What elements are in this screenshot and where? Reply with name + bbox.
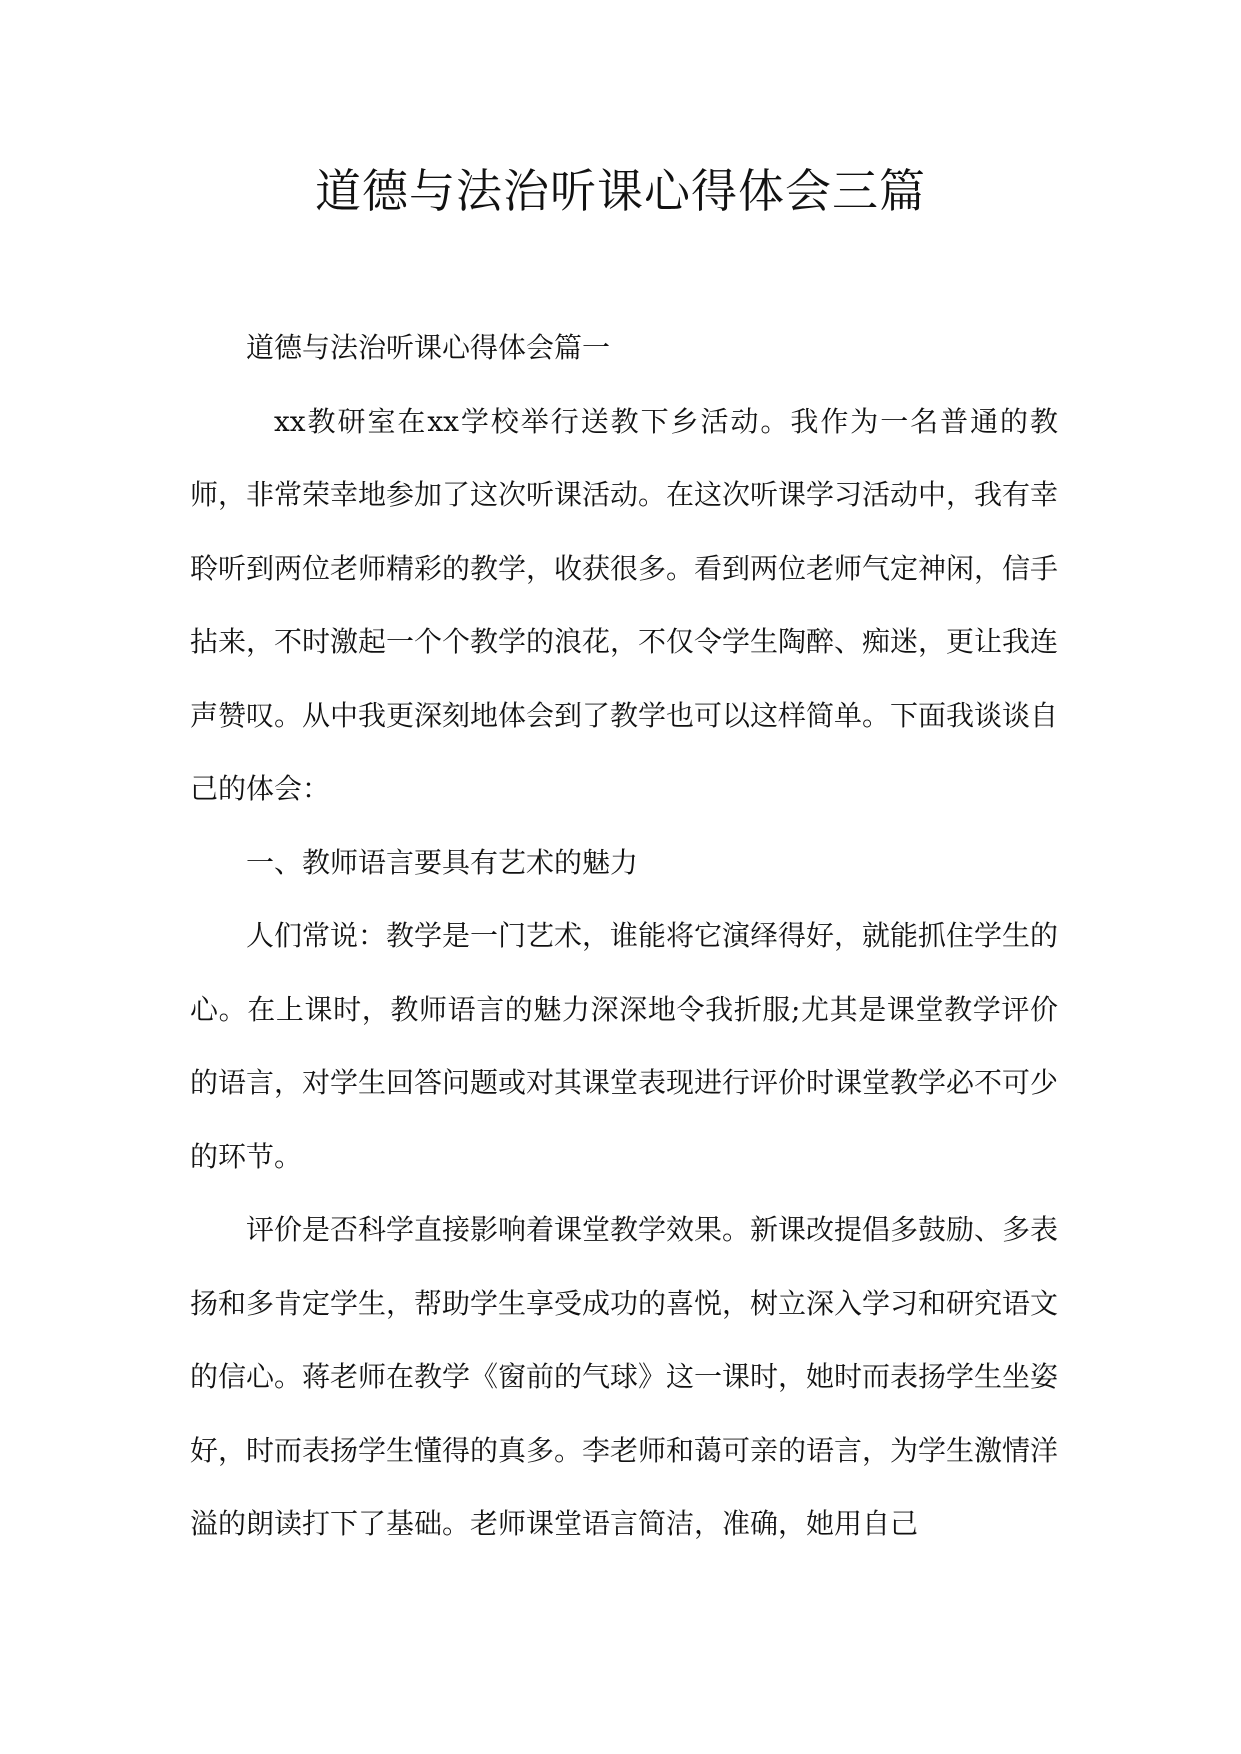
document-body: [190, 311, 1058, 1561]
paragraph: xx教研室在xx学校举行送教下乡活动。我作为一名普通的教师，非常荣幸地参加了这次听课活动。在这次听课学习活动中，我有幸聆听到两位老师精彩的教学，收获很多。看到两位老师气定神闲，信手拈来，不时激起一个个教学的浪花，不仅令学生陶醉、痴迷，更让我连声赞叹。从中我更深刻地体会到了教学也可以这样简单。下面我谈谈自己的体会：: [190, 404, 1059, 805]
subsection-heading: 一、教师语言要具有艺术的魅力: [246, 845, 639, 879]
paragraph: 人们常说：教学是一门艺术，谁能将它演绎得好，就能抓住学生的心。在上课时，教师语言的魅力深深地令我折服;尤其是课堂教学评价的语言，对学生回答问题或对其课堂表现进行评价时课堂教学必不可少的环节。: [190, 919, 1059, 1173]
paragraph: 评价是否科学直接影响着课堂教学效果。新课改提倡多鼓励、多表扬和多肯定学生，帮助学生享受成功的喜悦，树立深入学习和研究语文的信心。蒋老师在教学《窗前的气球》这一课时，她时而表扬学生坐姿好，时而表扬学生懂得的真多。李老师和蔼可亲的语言，为学生激情洋溢的朗读打下了基础。老师课堂语言简洁，准确，她用自己: [190, 1213, 1059, 1540]
document-title: 道德与法治听课心得体会三篇: [315, 164, 926, 218]
section-heading: 道德与法治听课心得体会篇一: [246, 331, 611, 364]
